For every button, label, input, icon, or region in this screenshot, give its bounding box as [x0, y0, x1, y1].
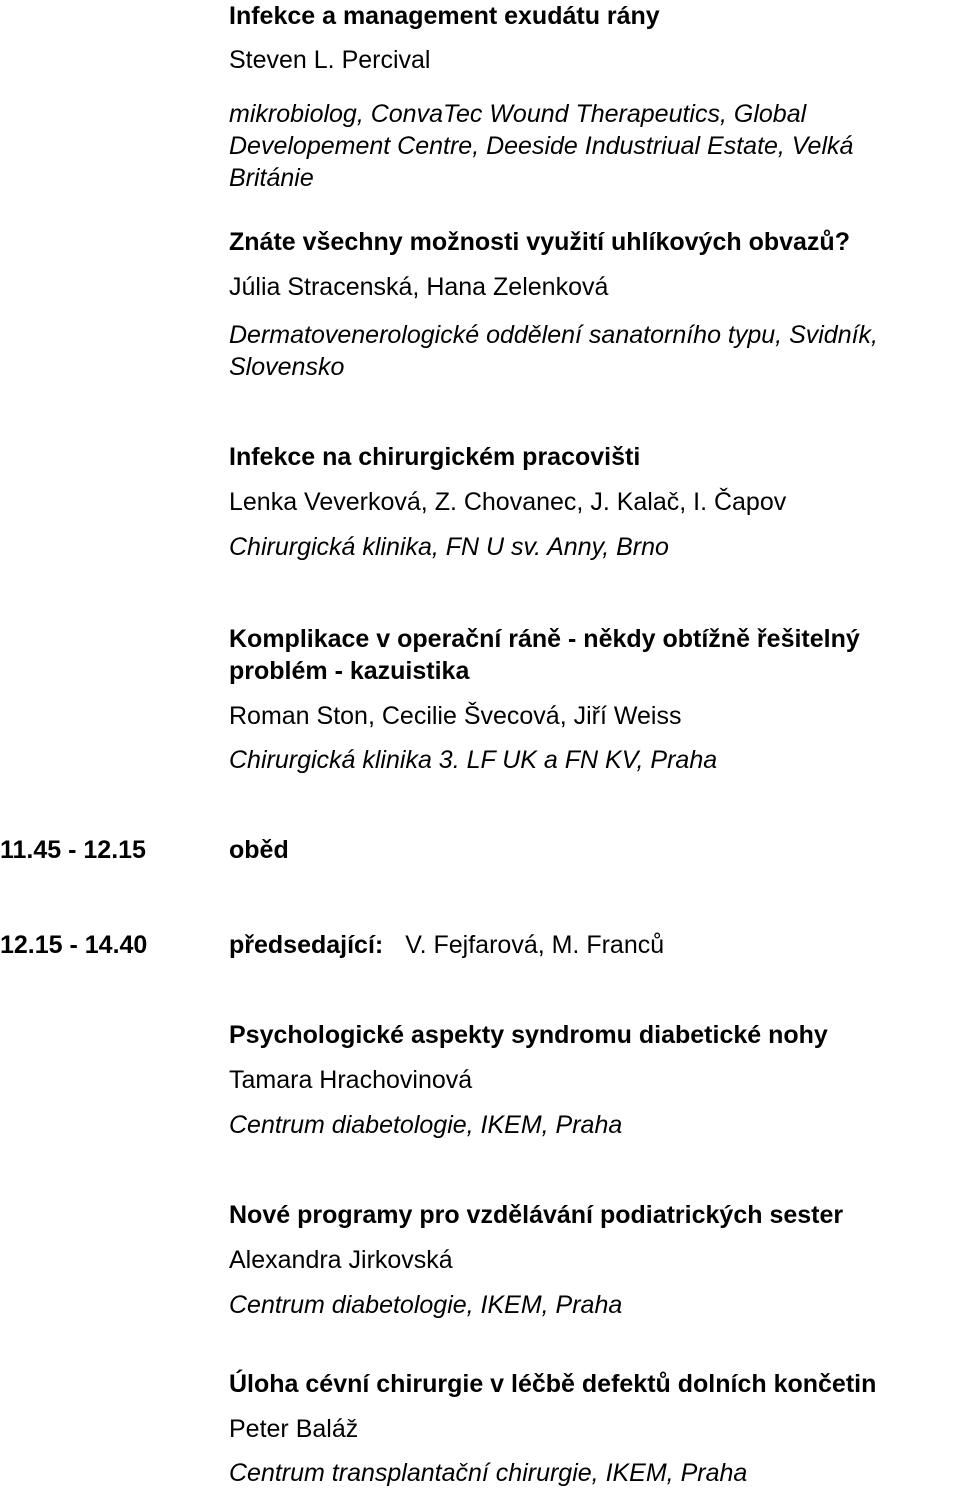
talk-affiliation: mikrobiolog, ConvaTec Wound Therapeutics, Global [229, 100, 807, 128]
session-chairs-row [229, 929, 664, 961]
talk-title: Úloha cévní chirurgie v léčbě defektů dolních končetin [229, 1370, 877, 1398]
talk-affiliation: Británie [229, 164, 314, 192]
talk-affiliation: Developement Centre, Deeside Industriual Estate, Velká [229, 132, 854, 160]
talk-affiliation: Centrum transplantační chirurgie, IKEM, Praha [229, 1459, 748, 1487]
session-time: 12.15 - 14.40 [0, 931, 148, 959]
talk-authors: Lenka Veverková, Z. Chovanec, J. Kalač, I. Čapov [229, 488, 787, 516]
talk-authors: Alexandra Jirkovská [229, 1246, 453, 1274]
lunch-label: oběd [229, 836, 289, 864]
talk-authors: Júlia Stracenská, Hana Zelenková [229, 273, 609, 301]
talk-title: problém - kazuistika [229, 657, 470, 685]
talk-title: Nové programy pro vzdělávání podiatrických sester [229, 1201, 844, 1229]
talk-affiliation: Chirurgická klinika, FN U sv. Anny, Brno [229, 533, 669, 561]
talk-affiliation: Centrum diabetologie, IKEM, Praha [229, 1291, 623, 1319]
talk-title: Infekce na chirurgickém pracovišti [229, 443, 641, 471]
chair-names: V. Fejfarová, M. Franců [405, 931, 665, 959]
talk-title: Psychologické aspekty syndromu diabetické nohy [229, 1021, 828, 1049]
talk-title: Znáte všechny možnosti využití uhlíkových obvazů? [229, 228, 850, 256]
talk-authors: Tamara Hrachovinová [229, 1066, 473, 1094]
talk-affiliation: Centrum diabetologie, IKEM, Praha [229, 1111, 623, 1139]
talk-authors: Peter Baláž [229, 1415, 359, 1443]
talk-affiliation: Chirurgická klinika 3. LF UK a FN KV, Praha [229, 746, 718, 774]
lunch-time: 11.45 - 12.15 [0, 836, 146, 864]
talk-title: Komplikace v operační ráně - někdy obtížně řešitelný [229, 625, 860, 653]
talk-affiliation: Slovensko [229, 353, 345, 381]
talk-authors: Roman Ston, Cecilie Švecová, Jiří Weiss [229, 702, 682, 730]
chair-label: předsedající: [229, 931, 384, 959]
talk-authors: Steven L. Percival [229, 46, 431, 74]
talk-title: Infekce a management exudátu rány [229, 2, 660, 30]
talk-affiliation: Dermatovenerologické oddělení sanatorního typu, Svidník, [229, 321, 878, 349]
